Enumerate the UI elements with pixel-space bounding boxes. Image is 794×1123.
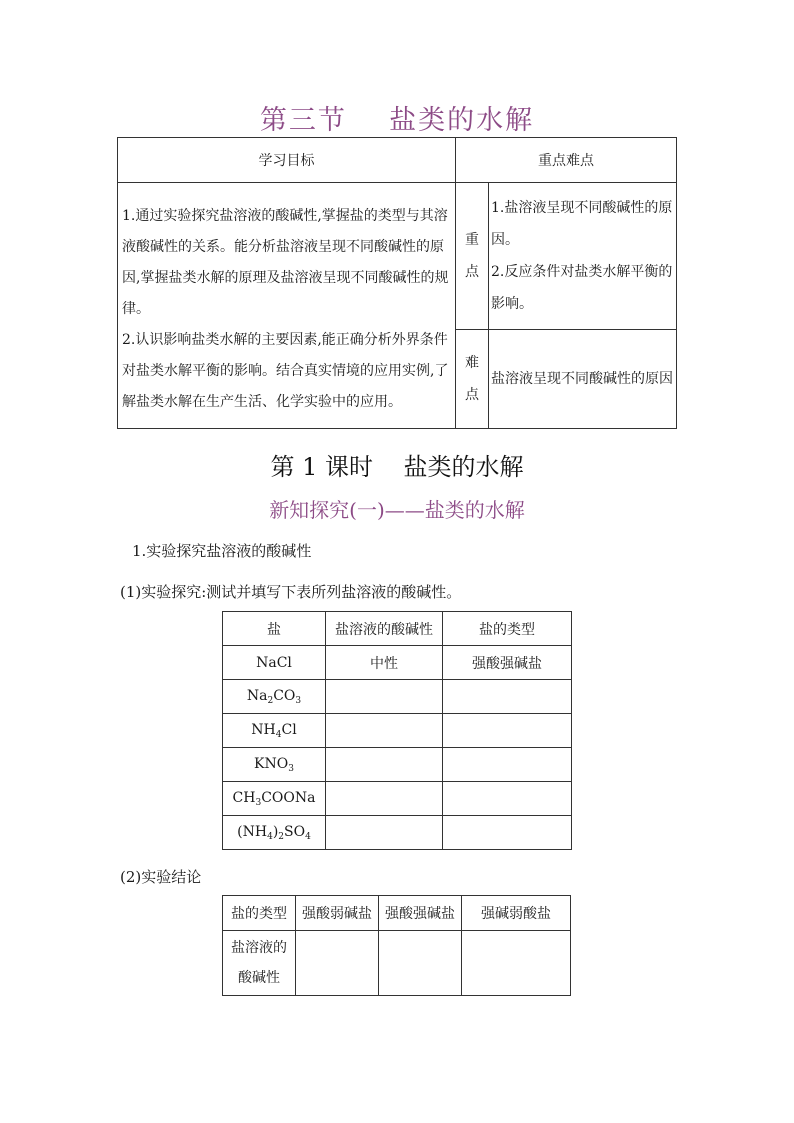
type-cell [443, 816, 572, 850]
table-row [223, 931, 571, 996]
type-cell: 强酸强碱盐 [443, 646, 572, 680]
goal-1: 1.通过实验探究盐溶液的酸碱性,掌握盐的类型与其溶液酸碱性的关系。能分析盐溶液呈现不同酸碱性的原因,掌握盐类水解的原理及盐溶液呈现不同酸碱性的规律。 [122, 208, 449, 317]
acidity-cell [326, 748, 443, 782]
goals-cell [118, 183, 456, 429]
salt-table [222, 611, 572, 850]
table-row [223, 816, 572, 850]
acidity-cell [326, 782, 443, 816]
conclusion-cell [296, 931, 379, 996]
table-row [223, 714, 572, 748]
conclusion-header-type: 盐的类型 [223, 896, 296, 931]
acidity-cell [326, 816, 443, 850]
item-1-1: (1)实验探究:测试并填写下表所列盐溶液的酸碱性。 [120, 583, 462, 601]
salt-cell: $(NH_4)_2SO_4$ [223, 816, 326, 850]
table-row [223, 748, 572, 782]
type-cell [443, 680, 572, 714]
type-header: 盐的类型 [443, 612, 572, 646]
conclusion-header-strong-acid-weak-base: 强酸弱碱盐 [296, 896, 379, 931]
salt-cell: NaCl [223, 646, 326, 680]
conclusion-header-strong-acid-strong-base: 强酸强碱盐 [379, 896, 462, 931]
table-row [223, 612, 572, 646]
table-row [223, 782, 572, 816]
goal-2: 2.认识影响盐类水解的主要因素,能正确分析外界条件对盐类水解平衡的影响。结合真实情境的应用实例,了解盐类水解在生产生活、化学实验中的应用。 [122, 332, 449, 410]
conclusion-cell [379, 931, 462, 996]
difficult-label: 难 点 [456, 329, 489, 428]
goals-header: 学习目标 [118, 138, 456, 183]
acidity-cell [326, 714, 443, 748]
learning-goals-table [117, 137, 677, 429]
key-points-cell [489, 183, 677, 330]
salt-header: 盐 [223, 612, 326, 646]
acidity-cell: 中性 [326, 646, 443, 680]
conclusion-table [222, 895, 571, 996]
section-title: 第三节 盐类的水解 [259, 105, 535, 136]
salt-cell: $KNO_3$ [223, 748, 326, 782]
conclusion-cell [462, 931, 571, 996]
key-label: 重 点 [456, 183, 489, 330]
salt-cell: $NH_4Cl$ [223, 714, 326, 748]
key-point-1: 1.盐溶液呈现不同酸碱性的原因。 [491, 199, 673, 248]
salt-cell: $CH_3COONa$ [223, 782, 326, 816]
type-cell [443, 714, 572, 748]
type-cell [443, 782, 572, 816]
salt-cell: $Na_2CO_3$ [223, 680, 326, 714]
conclusion-row-label: 盐溶液的酸碱性 [223, 931, 296, 996]
item-1: 1.实验探究盐溶液的酸碱性 [132, 542, 312, 560]
key-points-header: 重点难点 [456, 138, 677, 183]
table-row [223, 896, 571, 931]
subsection-title: 新知探究(一)——盐类的水解 [269, 498, 525, 522]
acidity-cell [326, 680, 443, 714]
table-row [223, 646, 572, 680]
table-row [223, 680, 572, 714]
type-cell [443, 748, 572, 782]
item-1-2: (2)实验结论 [120, 868, 202, 886]
conclusion-header-strong-base-weak-acid: 强碱弱酸盐 [462, 896, 571, 931]
lesson-title: 第 1 课时 盐类的水解 [270, 453, 524, 481]
acidity-header: 盐溶液的酸碱性 [326, 612, 443, 646]
key-point-2: 2.反应条件对盐类水解平衡的影响。 [491, 263, 673, 312]
difficult-point-cell: 盐溶液呈现不同酸碱性的原因 [489, 329, 677, 428]
